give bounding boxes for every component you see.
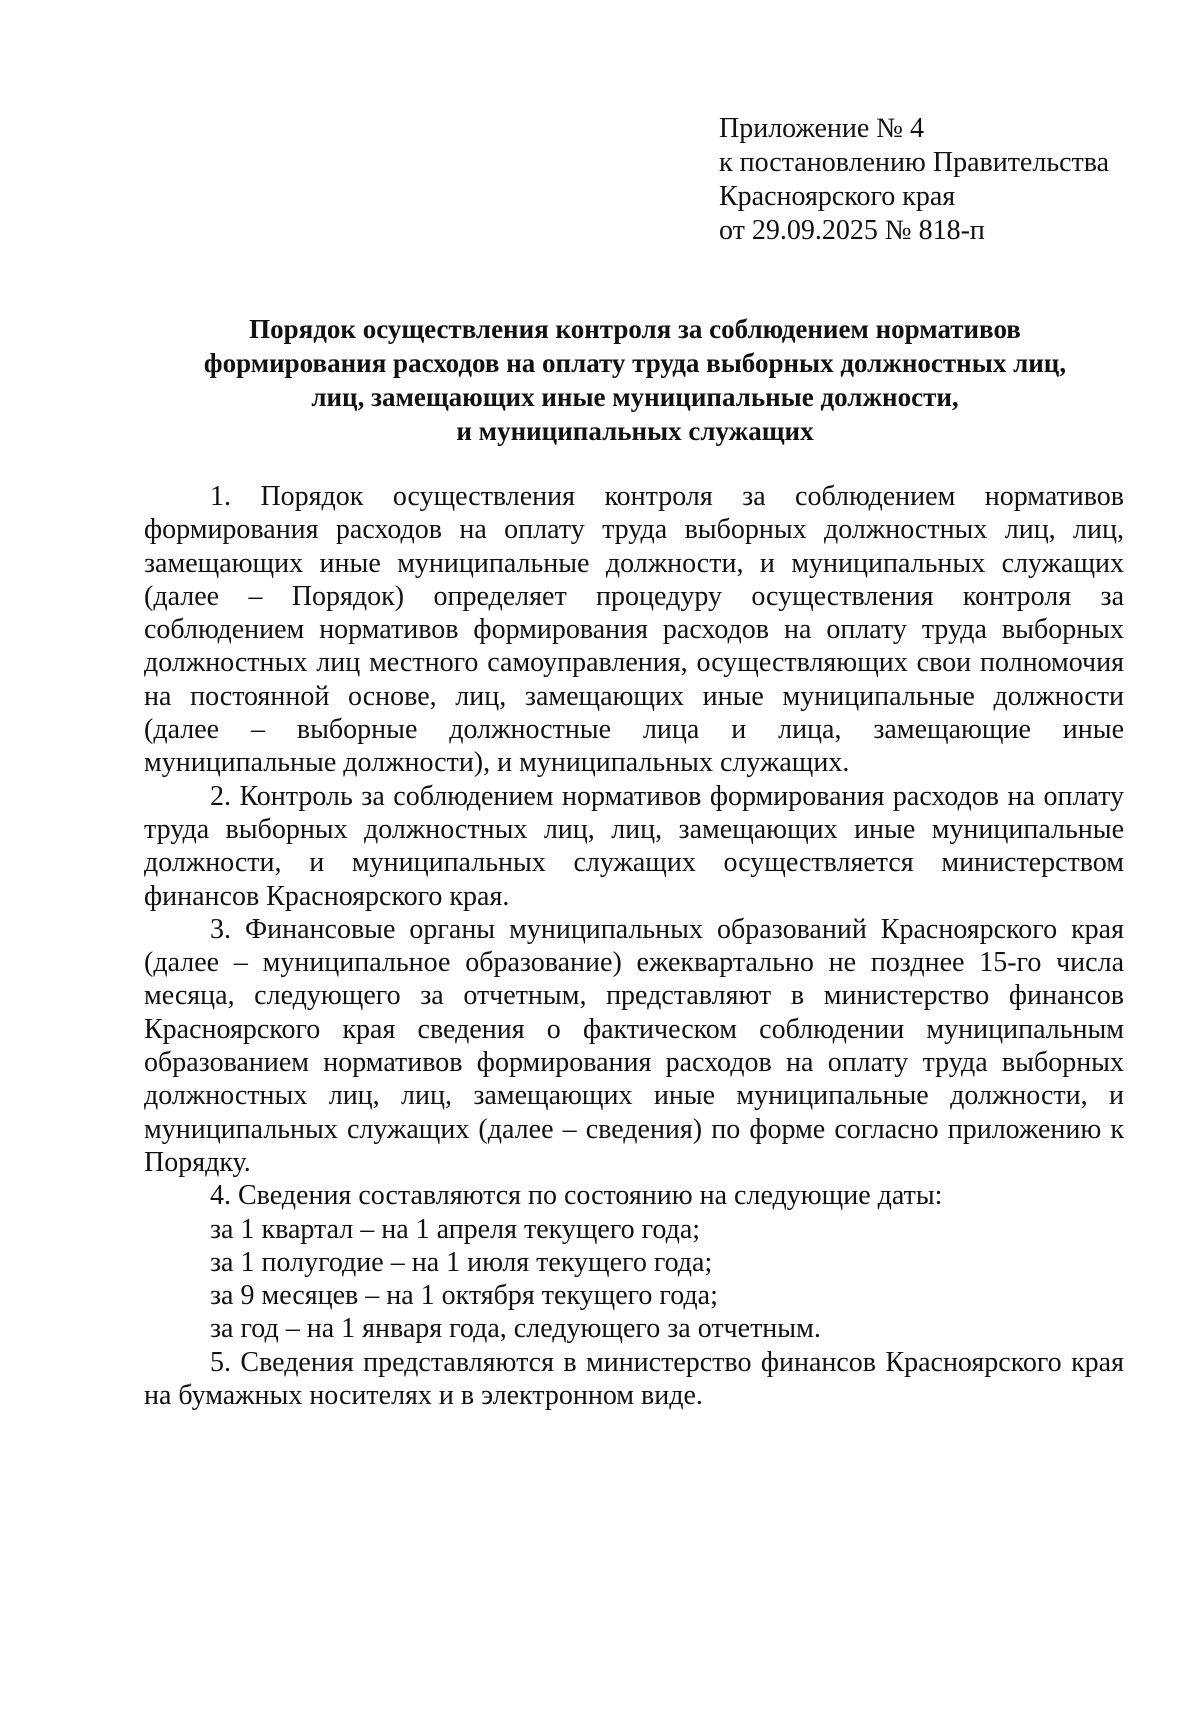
appendix-header — [719, 112, 1159, 248]
title-line-2: формирования расходов на оплату труда выборных должностных лиц, — [203, 348, 1067, 378]
title-line-1: Порядок осуществления контроля за соблюдением нормативов — [249, 314, 1021, 344]
document-body — [144, 480, 1124, 1412]
list-item-nine-months: за 9 месяцев – на 1 октября текущего года; — [210, 1280, 718, 1312]
appendix-resolution-ref: к постановлению Правительства — [719, 147, 1110, 178]
paragraph-4: 4. Сведения составляются по состоянию на следующие даты: — [210, 1180, 943, 1212]
list-item-quarter: за 1 квартал – на 1 апреля текущего года; — [210, 1213, 701, 1245]
document-title — [140, 312, 1130, 448]
list-item-year: за год – на 1 января года, следующего за отчетным. — [210, 1313, 821, 1345]
paragraph-2: 2. Контроль за соблюдением нормативов формирования расходов на оплату труда выборных должностных лиц, лиц, замещающих иные муниципальные должности, и муниципальных служащих осуществляется министерством финансов Красноярского края. — [144, 780, 1124, 912]
list-item-half-year: за 1 полугодие – на 1 июля текущего года; — [210, 1246, 713, 1278]
paragraph-5: 5. Сведения представляются в министерство финансов Красноярского края на бумажных носителях и в электронном виде. — [144, 1346, 1124, 1412]
appendix-region: Красноярского края — [719, 181, 956, 212]
title-line-4: и муниципальных служащих — [456, 416, 814, 446]
appendix-date-number: от 29.09.2025 № 818-п — [719, 215, 985, 246]
paragraph-1: 1. Порядок осуществления контроля за соблюдением нормативов формирования расходов на оплату труда выборных должностных лиц, лиц, замещающих иные муниципальные должности, и муниципальных служащих (далее – Порядок) определяет процедуру осуществления контроля за соблюдением нормативов формирования расходов на оплату труда выборных должностных лиц местного самоуправления, осуществляющих свои полномочия на постоянной основе, лиц, замещающих иные муниципальные должности (далее – выборные должностные лица и лица, замещающие иные муниципальные должности), и муниципальных служащих. — [144, 481, 1124, 779]
paragraph-3: 3. Финансовые органы муниципальных образований Красноярского края (далее – муниципальное образование) ежеквартально не позднее 15-го числа месяца, следующего за отчетным, представляют в министерство финансов Красноярского края сведения о фактическом соблюдении муниципальным образованием нормативов формирования расходов на оплату труда выборных должностных лиц, лиц, замещающих иные муниципальные должности, и муниципальных служащих (далее – сведения) по форме согласно приложению к Порядку. — [144, 913, 1124, 1178]
title-line-3: лиц, замещающих иные муниципальные должности, — [311, 382, 959, 412]
appendix-number: Приложение № 4 — [719, 113, 924, 144]
